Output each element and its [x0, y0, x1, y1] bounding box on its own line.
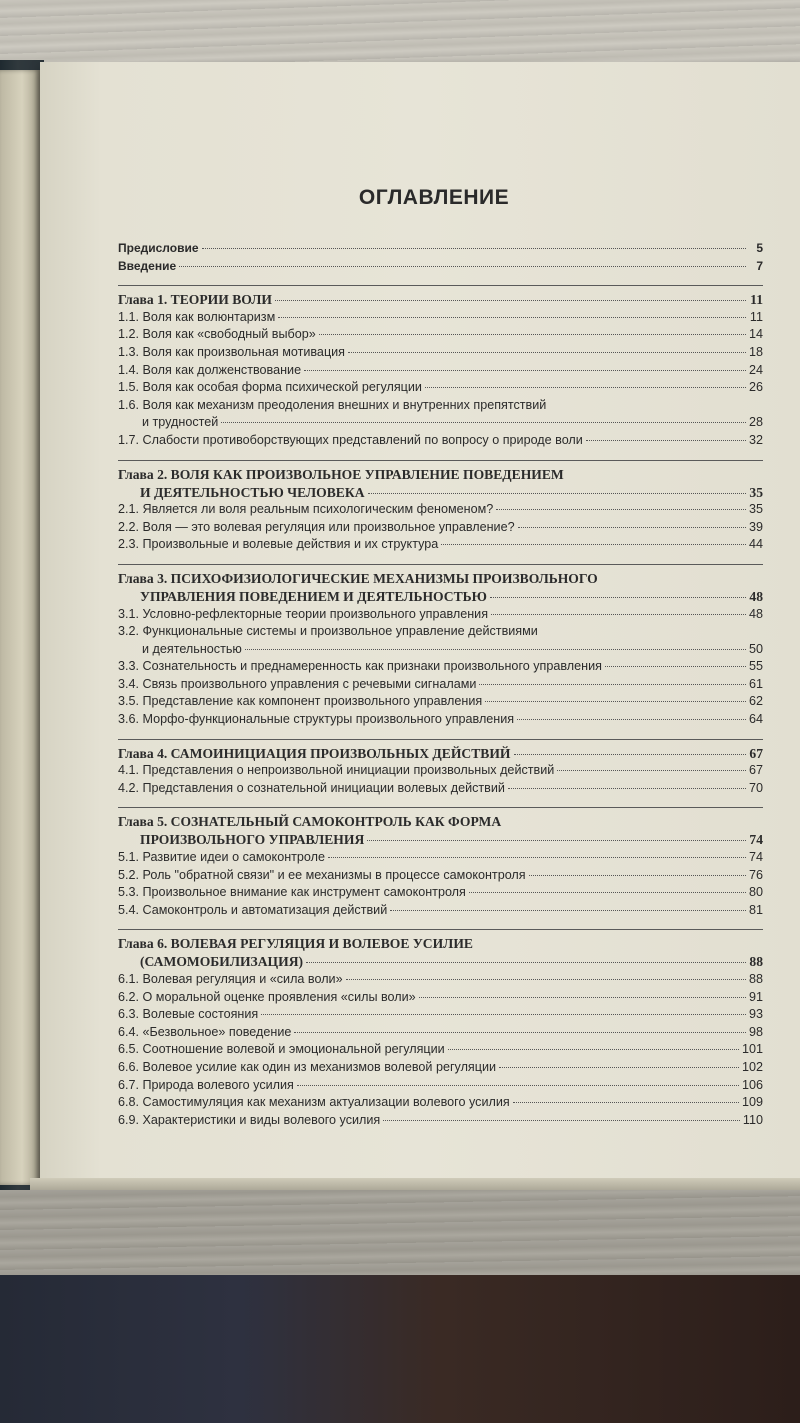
section-row [118, 1112, 763, 1130]
section-entry [118, 501, 763, 519]
section-title-line: 4.2. Представления о сознательной инициации волевых действий [118, 780, 505, 795]
dot-leader [508, 787, 746, 789]
section-row [118, 379, 763, 397]
chapter-heading [118, 570, 763, 606]
section-entry [118, 762, 763, 780]
dot-leader [514, 753, 746, 755]
section-title-line: 3.3. Сознательность и преднамеренность как признаки произвольного управления [118, 659, 602, 674]
section-title-line: 1.6. Воля как механизм преодоления внешних и внутренних препятствий [118, 397, 547, 412]
section-row [118, 971, 763, 989]
section-row [118, 362, 763, 380]
section-title-line: 3.2. Функциональные системы и произвольное управление действиями [118, 624, 538, 639]
book-page-stack [0, 70, 40, 1185]
section-entry [118, 902, 763, 920]
section-entry [118, 536, 763, 554]
dot-leader [367, 839, 746, 841]
dot-leader [221, 421, 746, 423]
section-entry [118, 326, 763, 344]
section-title-line: 3.6. Морфо-функциональные структуры произвольного управления [118, 712, 515, 727]
section-page-number: 91 [748, 989, 763, 1004]
dot-leader [328, 856, 746, 858]
section-page-number: 62 [748, 694, 763, 709]
section-title-line: 5.2. Роль "обратной связи" и ее механизмы в процессе самоконтроля [118, 867, 526, 882]
section-row [118, 849, 763, 867]
dot-leader [529, 874, 746, 876]
section-title-line: 6.6. Волевое усилие как один из механизмов волевой регуляции [118, 1059, 497, 1074]
section-page-number: 67 [748, 763, 763, 778]
section-title-line: 1.3. Воля как произвольная мотивация [118, 344, 346, 359]
chapter-page-number: 74 [749, 832, 763, 848]
chapter-title-row [118, 484, 763, 502]
chapter-title-row [118, 588, 763, 606]
section-entry [118, 1077, 763, 1095]
section-row [118, 1041, 763, 1059]
section-row [118, 1024, 763, 1042]
section-page-number: 81 [748, 902, 763, 917]
chapter-title-line: Глава 2. ВОЛЯ КАК ПРОИЗВОЛЬНОЕ УПРАВЛЕНИЕ ПОВЕДЕНИЕМ [118, 466, 564, 482]
section-page-number: 98 [748, 1024, 763, 1039]
section-row [118, 711, 763, 729]
section-entry [118, 867, 763, 885]
chapter-title-row [118, 745, 763, 763]
dot-leader [513, 1101, 739, 1103]
section-entry [118, 849, 763, 867]
chapter-title-row [118, 953, 763, 971]
dot-leader [294, 1031, 746, 1033]
section-page-number: 106 [741, 1077, 763, 1092]
section-page-number: 80 [748, 885, 763, 900]
dot-leader [179, 265, 746, 267]
section-row [118, 693, 763, 711]
section-title-line: 1.7. Слабости противоборствующих представлений по вопросу о природе воли [118, 432, 583, 447]
section-page-number: 109 [741, 1095, 763, 1110]
chapter-title-line: И ДЕЯТЕЛЬНОСТЬЮ ЧЕЛОВЕКА [140, 484, 365, 500]
dot-leader [490, 596, 746, 598]
section-row [118, 606, 763, 624]
section-title-line: 1.1. Воля как волюнтаризм [118, 309, 276, 324]
section-title-line: и трудностей [142, 415, 219, 430]
dot-leader [479, 683, 746, 685]
toc-entry-preface [118, 240, 763, 258]
fabric-background [0, 1275, 800, 1423]
section-page-number: 11 [749, 309, 763, 324]
section-page-number: 39 [748, 519, 763, 534]
dot-leader [557, 769, 746, 771]
section-title-line: 6.9. Характеристики и виды волевого усилия [118, 1112, 381, 1127]
chapter-title-line: Глава 1. ТЕОРИИ ВОЛИ [118, 292, 272, 308]
dot-leader [441, 543, 746, 545]
chapter-page-number: 88 [749, 954, 763, 970]
dot-leader [518, 526, 746, 528]
section-entry [118, 1006, 763, 1024]
section-entry [118, 379, 763, 397]
section-row [118, 1059, 763, 1077]
chapter-title-line: Глава 6. ВОЛЕВАЯ РЕГУЛЯЦИЯ И ВОЛЕВОЕ УСИЛИЕ [118, 936, 473, 952]
section-title-line: 2.1. Является ли воля реальным психологическим феноменом? [118, 502, 494, 517]
section-title-line: 1.5. Воля как особая форма психической регуляции [118, 380, 422, 395]
chapter-title-line: УПРАВЛЕНИЯ ПОВЕДЕНИЕМ И ДЕЯТЕЛЬНОСТЬЮ [140, 588, 487, 604]
section-page-number: 50 [748, 641, 763, 656]
section-page-number: 76 [748, 867, 763, 882]
section-row [118, 884, 763, 902]
section-entry [118, 884, 763, 902]
dot-leader [499, 1066, 739, 1068]
section-title-line: 3.5. Представление как компонент произвольного управления [118, 694, 483, 709]
chapter-heading [118, 291, 763, 309]
section-entry [118, 519, 763, 537]
section-title-line: 6.5. Соотношение волевой и эмоциональной регуляции [118, 1042, 445, 1057]
chapter-block [118, 564, 763, 729]
dot-leader [496, 508, 746, 510]
dot-leader [319, 333, 746, 335]
section-title-line: 1.2. Воля как «свободный выбор» [118, 327, 316, 342]
table-of-contents [118, 240, 763, 1129]
section-entry [118, 623, 763, 658]
dot-leader [202, 247, 746, 249]
section-entry [118, 780, 763, 798]
section-title-line: 3.4. Связь произвольного управления с речевыми сигналами [118, 676, 477, 691]
chapter-page-number: 11 [750, 292, 763, 308]
section-entry [118, 693, 763, 711]
section-page-number: 101 [741, 1042, 763, 1057]
section-entry [118, 711, 763, 729]
section-row [118, 867, 763, 885]
dot-leader [297, 1084, 739, 1086]
dot-leader [586, 439, 746, 441]
dot-leader [383, 1119, 740, 1121]
page-title: ОГЛАВЛЕНИЕ [358, 186, 510, 209]
section-page-number: 110 [742, 1112, 763, 1127]
section-row [118, 658, 763, 676]
section-row [118, 1094, 763, 1112]
chapter-title-line: Глава 3. ПСИХОФИЗИОЛОГИЧЕСКИЕ МЕХАНИЗМЫ ПРОИЗВОЛЬНОГО [118, 570, 598, 586]
section-page-number: 88 [748, 972, 763, 986]
section-title-line: 5.4. Самоконтроль и автоматизация действий [118, 902, 388, 917]
chapter-page-number: 67 [749, 745, 763, 761]
section-page-number: 24 [748, 362, 763, 377]
toc-entry-label: Предисловие [118, 241, 199, 255]
section-entry [118, 658, 763, 676]
chapter-page-number: 35 [749, 484, 763, 500]
section-row [118, 414, 763, 432]
section-row [118, 989, 763, 1007]
section-title-line: 3.1. Условно-рефлекторные теории произвольного управления [118, 606, 489, 621]
section-page-number: 32 [748, 432, 763, 447]
section-title-line: 6.3. Волевые состояния [118, 1007, 259, 1022]
section-title-line: 1.4. Воля как долженствование [118, 362, 302, 377]
section-title-line: 6.1. Волевая регуляция и «сила воли» [118, 972, 343, 986]
section-title-line: и деятельностью [142, 641, 242, 656]
section-page-number: 44 [748, 537, 763, 552]
dot-leader [605, 665, 746, 667]
toc-entry-introduction [118, 258, 763, 276]
section-title-line: 6.4. «Безвольное» поведение [118, 1024, 292, 1039]
section-row [118, 1006, 763, 1024]
section-entry [118, 1024, 763, 1042]
toc-entry-page: 5 [756, 241, 763, 255]
chapter-title-line: Глава 5. СОЗНАТЕЛЬНЫЙ САМОКОНТРОЛЬ КАК ФОРМА [118, 814, 502, 830]
section-row [118, 519, 763, 537]
section-entry [118, 1041, 763, 1059]
dot-leader [517, 718, 746, 720]
section-entry [118, 432, 763, 450]
section-entry [118, 606, 763, 624]
toc-entry-label: Введение [118, 258, 177, 273]
chapter-block [118, 807, 763, 919]
section-title-line: 2.2. Воля — это волевая регуляция или произвольное управление? [118, 519, 515, 534]
section-title-line: 6.8. Самостимуляция как механизм актуализации волевого усилия [118, 1095, 510, 1110]
section-page-number: 64 [748, 712, 763, 727]
chapter-block [118, 460, 763, 554]
section-title-line: 6.2. О моральной оценке проявления «силы воли» [118, 989, 416, 1004]
chapter-title-row [118, 831, 763, 849]
section-title-line: 5.1. Развитие идеи о самоконтроле [118, 850, 326, 865]
dot-leader [448, 1048, 739, 1050]
section-entry [118, 1112, 763, 1130]
dot-leader [245, 648, 746, 650]
dot-leader [390, 909, 746, 911]
section-page-number: 93 [748, 1007, 763, 1022]
section-page-number: 70 [748, 780, 763, 795]
chapter-title-row [118, 291, 763, 309]
chapter-block [118, 739, 763, 798]
section-entry [118, 309, 763, 327]
dot-leader [348, 351, 746, 353]
dot-leader [419, 996, 746, 998]
section-page-number: 48 [748, 606, 763, 621]
section-row [118, 902, 763, 920]
section-row [118, 762, 763, 780]
chapter-heading [118, 813, 763, 849]
dot-leader [368, 492, 746, 494]
section-page-number: 55 [748, 659, 763, 674]
section-entry [118, 344, 763, 362]
section-page-number: 61 [748, 676, 763, 691]
section-entry [118, 989, 763, 1007]
section-row [118, 344, 763, 362]
chapter-heading [118, 745, 763, 763]
section-title-line: 5.3. Произвольное внимание как инструмент самоконтроля [118, 885, 466, 900]
chapter-block [118, 929, 763, 1129]
chapter-page-number: 48 [749, 588, 763, 604]
section-title-line: 4.1. Представления о непроизвольной инициации произвольных действий [118, 763, 555, 778]
section-page-number: 18 [748, 344, 763, 359]
section-entry [118, 1059, 763, 1077]
section-title-line: 6.7. Природа волевого усилия [118, 1077, 294, 1092]
section-page-number: 35 [748, 502, 763, 517]
section-row [118, 676, 763, 694]
dot-leader [425, 386, 746, 388]
section-row [118, 309, 763, 327]
section-page-number: 28 [748, 415, 763, 430]
dot-leader [485, 700, 746, 702]
section-page-number: 14 [748, 327, 763, 342]
section-page-number: 102 [741, 1059, 763, 1074]
table-surface-bottom [0, 1190, 800, 1280]
section-entry [118, 676, 763, 694]
section-row [118, 780, 763, 798]
section-entry [118, 1094, 763, 1112]
dot-leader [469, 891, 746, 893]
section-entry [118, 971, 763, 989]
section-title-line: 2.3. Произвольные и волевые действия и их структура [118, 537, 439, 552]
dot-leader [304, 369, 746, 371]
chapter-title-line: (САМОМОБИЛИЗАЦИЯ) [140, 954, 304, 970]
dot-leader [491, 613, 746, 615]
chapter-block [118, 285, 763, 449]
chapter-title-line: ПРОИЗВОЛЬНОГО УПРАВЛЕНИЯ [140, 832, 365, 848]
chapter-heading [118, 466, 763, 502]
table-surface-top [0, 0, 800, 70]
section-row [118, 501, 763, 519]
dot-leader [306, 961, 746, 963]
chapter-list [118, 285, 763, 1129]
section-entry [118, 362, 763, 380]
dot-leader [278, 316, 746, 318]
chapter-heading [118, 935, 763, 971]
section-row [118, 326, 763, 344]
dot-leader [346, 978, 746, 980]
section-row [118, 1077, 763, 1095]
chapter-title-line: Глава 4. САМОИНИЦИАЦИЯ ПРОИЗВОЛЬНЫХ ДЕЙСТВИЙ [118, 745, 511, 761]
dot-leader [261, 1013, 746, 1015]
section-row [118, 641, 763, 659]
toc-entry-page: 7 [756, 258, 763, 273]
section-row [118, 536, 763, 554]
section-page-number: 26 [748, 380, 763, 395]
section-row [118, 432, 763, 450]
section-page-number: 74 [748, 850, 763, 865]
dot-leader [275, 299, 746, 301]
section-entry [118, 397, 763, 432]
